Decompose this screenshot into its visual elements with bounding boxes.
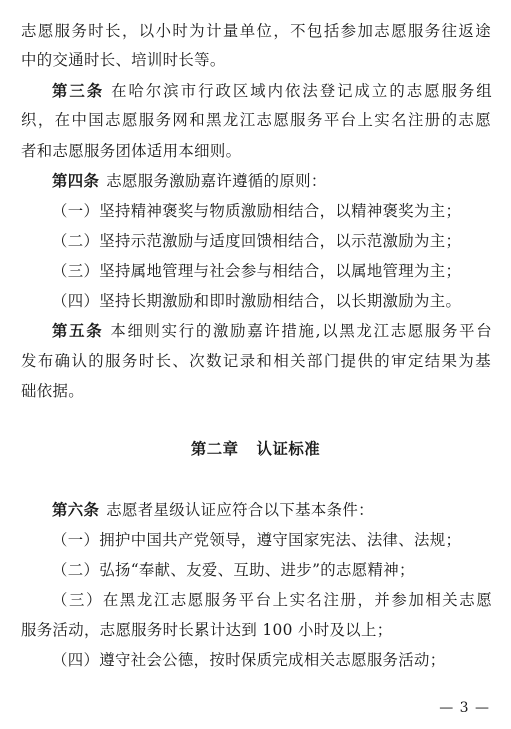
line-text: （四）遵守社会公德，按时保质完成相关志愿服务活动；: [52, 651, 446, 669]
article-heading: 第五条: [52, 322, 104, 340]
body-line: [21, 620, 491, 640]
line-text: 中的交通时长、培训时长等。: [21, 51, 226, 69]
body-line: [21, 50, 491, 70]
list-item: [52, 530, 492, 550]
line-text: （二）坚持示范激励与适度回馈相结合，以示范激励为主；: [52, 232, 462, 250]
article-4-first-line: [52, 171, 492, 191]
list-item: [52, 291, 492, 311]
page-number: — 3 —: [439, 700, 490, 716]
line-text: （二）弘扬“奉献、友爱、互助、进步”的志愿精神；: [52, 561, 415, 579]
list-item: [52, 560, 492, 580]
line-text: 本细则实行的激励嘉许措施,以黑龙江志愿服务平台: [110, 322, 492, 340]
line-text: 志愿者星级认证应符合以下基本条件：: [106, 501, 374, 519]
line-text: 志愿服务时长，以小时为计量单位，不包括参加志愿服务往返途: [21, 22, 491, 40]
line-text: 础依据。: [21, 382, 84, 400]
body-line: [21, 21, 491, 41]
line-text: （一）拥护中国共产党领导，遵守国家宪法、法律、法规；: [52, 531, 462, 549]
chapter-number: 第二章: [190, 440, 239, 458]
chapter-heading: [0, 439, 511, 459]
body-line: [21, 110, 491, 130]
line-text: （三）在黑龙江志愿服务平台上实名注册，并参加相关志愿: [52, 591, 492, 609]
line-text: 者和志愿服务团体适用本细则。: [21, 142, 242, 160]
list-item: [52, 650, 492, 670]
body-line: [21, 141, 491, 161]
list-item: [52, 201, 492, 221]
line-text: 志愿服务激励嘉许遵循的原则：: [106, 172, 327, 190]
body-line: [21, 381, 491, 401]
list-item: [52, 261, 492, 281]
line-text: 发布确认的服务时长、次数记录和相关部门提供的审定结果为基: [21, 352, 491, 370]
list-item: [52, 231, 492, 251]
article-heading: 第四条: [52, 172, 100, 190]
line-text: 服务活动，志愿服务时长累计达到 100 小时及以上；: [21, 621, 393, 639]
article-heading: 第三条: [52, 82, 105, 100]
line-text: （四）坚持长期激励和即时激励相结合，以长期激励为主。: [52, 292, 462, 310]
line-text: （三）坚持属地管理与社会参与相结合，以属地管理为主；: [52, 262, 462, 280]
article-heading: 第六条: [52, 501, 100, 519]
article-3-first-line: [52, 81, 492, 101]
article-6-first-line: [52, 500, 492, 520]
line-text: 织，在中国志愿服务网和黑龙江志愿服务平台上实名注册的志愿: [21, 111, 491, 129]
body-line: [21, 351, 491, 371]
chapter-title: 认证标准: [256, 440, 321, 458]
line-text: （一）坚持精神褒奖与物质激励相结合，以精神褒奖为主；: [52, 202, 462, 220]
article-5-first-line: [52, 321, 492, 341]
list-item: [52, 590, 492, 610]
line-text: 在哈尔滨市行政区域内依法登记成立的志愿服务组: [111, 82, 492, 100]
